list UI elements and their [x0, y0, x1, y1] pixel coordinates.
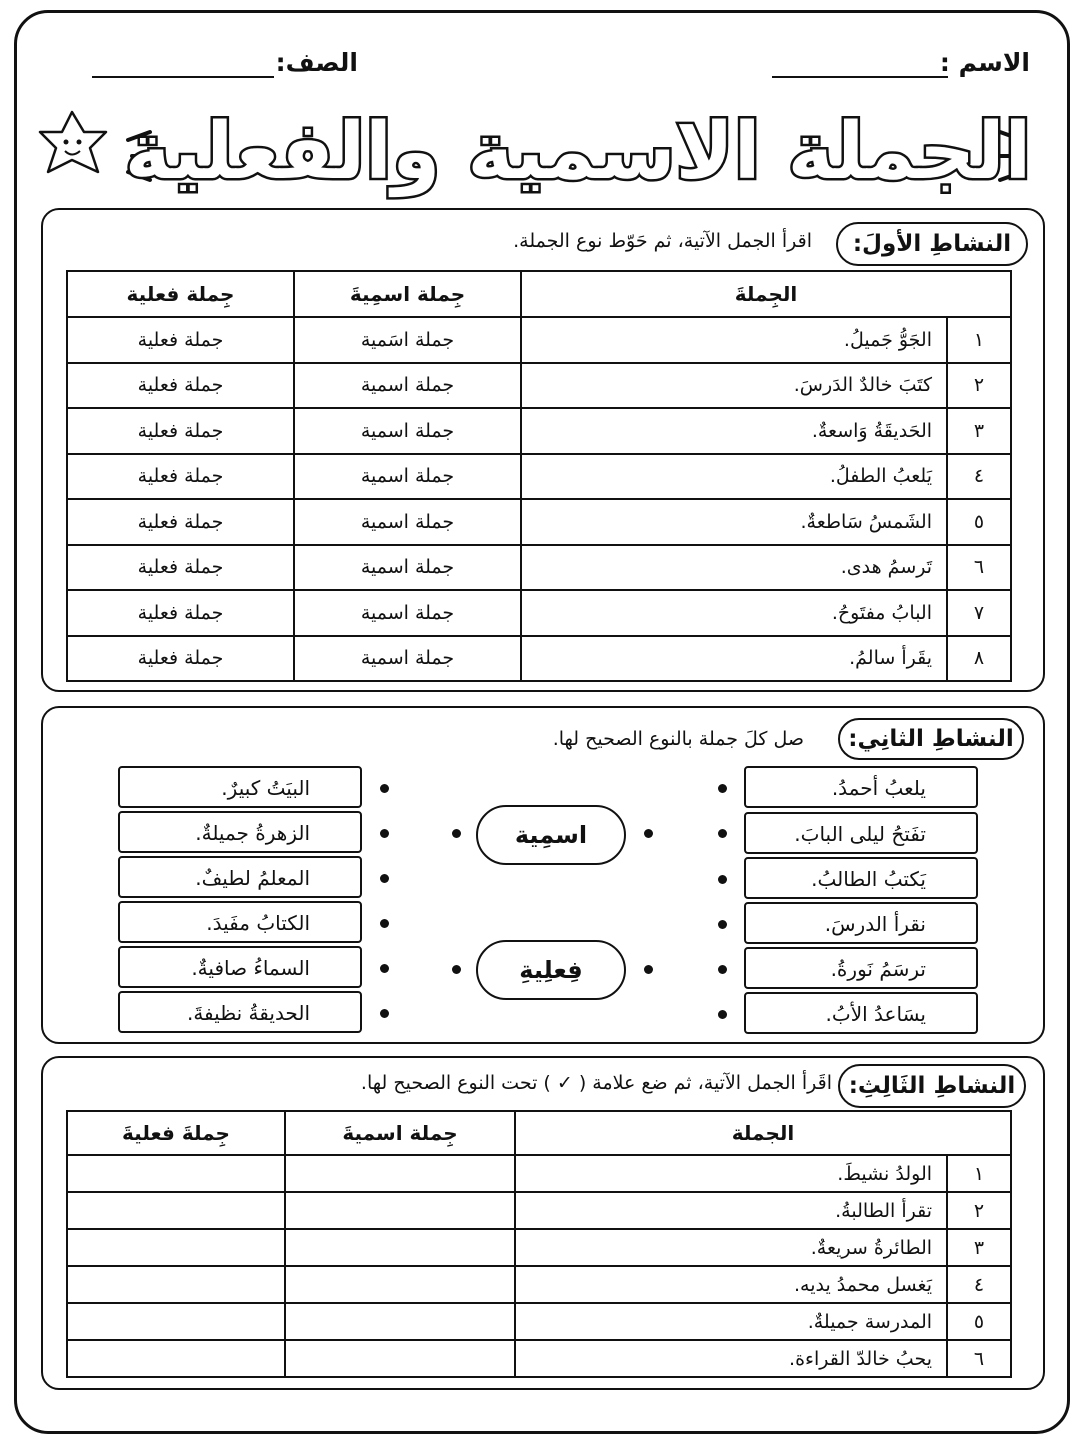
type-dot-right[interactable] — [644, 829, 653, 838]
verbal-check-cell[interactable] — [67, 1229, 285, 1266]
sentence-cell: الولدُ نشيطَ. — [515, 1155, 947, 1192]
verbal-check-cell[interactable] — [67, 1192, 285, 1229]
verbal-check-cell[interactable] — [67, 1266, 285, 1303]
verbal-check-cell[interactable] — [67, 1155, 285, 1192]
row-number: ١ — [947, 317, 1011, 363]
table-row — [67, 1303, 1011, 1340]
row-number: ٥ — [947, 1303, 1011, 1340]
sentence-cell: البابُ مفتَوحُ. — [521, 590, 947, 636]
verbal-option[interactable]: جملة فعلية — [67, 454, 294, 500]
activity3-instruction: اقَرأ الجمل الآتية، ثم ضع علامة ( ✓ ) تحت النوع الصحيح لها. — [360, 1072, 832, 1094]
activity3-col-verbal: جِملةَ فعليةَ — [67, 1111, 285, 1155]
left-sentence-box[interactable]: البيَتُ كبيرٌ. — [118, 766, 362, 808]
row-number: ٤ — [947, 454, 1011, 500]
row-number: ٦ — [947, 545, 1011, 591]
title-banner — [0, 0, 1086, 205]
table-row — [67, 1192, 1011, 1229]
verbal-option[interactable]: جملة فعلية — [67, 363, 294, 409]
activity1-col-nominal: جِملة اسمِيةَ — [294, 271, 521, 317]
row-number: ١ — [947, 1155, 1011, 1192]
nominal-option[interactable]: جملة اسمية — [294, 454, 521, 500]
activity1-col-sentence: الجِملةَ — [521, 271, 1011, 317]
activity2-heading: النشاطِ الثانِي: — [838, 718, 1024, 760]
row-number: ٨ — [947, 636, 1011, 682]
row-number: ٦ — [947, 1340, 1011, 1377]
table-row — [67, 499, 1011, 545]
match-dot[interactable] — [380, 964, 389, 973]
activity3-heading: النشاطِ الثَالِثِ: — [838, 1064, 1026, 1108]
match-dot[interactable] — [380, 784, 389, 793]
page-title: الجملة الاسمية والفعلية — [124, 107, 1032, 197]
table-row — [67, 636, 1011, 682]
nominal-check-cell[interactable] — [285, 1192, 515, 1229]
sentence-cell: الحَديقَةُ وَاسعةٌ. — [521, 408, 947, 454]
sentence-cell: المدرسة جميلةٌ. — [515, 1303, 947, 1340]
verbal-option[interactable]: جملة فعلية — [67, 499, 294, 545]
sentence-cell: تقرأ الطالبةُ. — [515, 1192, 947, 1229]
activity1-table — [66, 270, 1012, 682]
table-row — [67, 1229, 1011, 1266]
class-label: الصف: — [275, 48, 358, 77]
left-sentence-box[interactable]: المعلمُ لطيفٌ. — [118, 856, 362, 898]
sentence-cell: كتَبَ خالدٌ الدَرسَ. — [521, 363, 947, 409]
type-dot-left[interactable] — [452, 965, 461, 974]
table-row — [67, 1155, 1011, 1192]
right-sentence-box[interactable]: يَكتبُ الطالبُ. — [744, 857, 978, 899]
nominal-option[interactable]: جملة اسمية — [294, 499, 521, 545]
verbal-check-cell[interactable] — [67, 1340, 285, 1377]
left-sentence-box[interactable]: الكتابُ مفَيدَ. — [118, 901, 362, 943]
verbal-check-cell[interactable] — [67, 1303, 285, 1340]
nominal-check-cell[interactable] — [285, 1229, 515, 1266]
nominal-option[interactable]: جملة اسمية — [294, 363, 521, 409]
activity1-instruction: اقرأ الجمل الآتية، ثم حَوّط نوع الجملة. — [513, 230, 812, 252]
right-sentence-box[interactable]: ترسَمُ نَورةُ. — [744, 947, 978, 989]
sentence-cell: يَغسل محمدُ يديه. — [515, 1266, 947, 1303]
table-row — [67, 1266, 1011, 1303]
right-sentence-box[interactable]: يلعبُ أحمدُ. — [744, 766, 978, 808]
sentence-cell: يقَرأ سالمُ. — [521, 636, 947, 682]
nominal-option[interactable]: جملة اسمية — [294, 408, 521, 454]
nominal-option[interactable]: جملة اسمية — [294, 636, 521, 682]
type-verbal-cloud[interactable]: فِعلِيةِ — [476, 940, 626, 1000]
name-label: الاسم : — [939, 48, 1030, 77]
verbal-option[interactable]: جملة فعلية — [67, 545, 294, 591]
match-dot[interactable] — [380, 874, 389, 883]
row-number: ٢ — [947, 1192, 1011, 1229]
nominal-check-cell[interactable] — [285, 1340, 515, 1377]
nominal-check-cell[interactable] — [285, 1303, 515, 1340]
sentence-cell: الطائرةُ سريعةٌ. — [515, 1229, 947, 1266]
star-icon — [40, 112, 106, 172]
type-nominal-cloud[interactable]: اسمِية — [476, 805, 626, 865]
activity3-col-nominal: جِملة اسميةَ — [285, 1111, 515, 1155]
verbal-option[interactable]: جملة فعلية — [67, 636, 294, 682]
activity1-heading: النشاطِ الأولَ: — [836, 222, 1028, 266]
activity1-col-verbal: جِملة فعلية — [67, 271, 294, 317]
activity3-table — [66, 1110, 1012, 1378]
match-dot[interactable] — [380, 829, 389, 838]
match-dot[interactable] — [718, 965, 727, 974]
sentence-cell: الشَمسُ سَاطعةٌ. — [521, 499, 947, 545]
table-row — [67, 545, 1011, 591]
table-row — [67, 363, 1011, 409]
activity2-instruction: صل كلَ جملة بالنوع الصحيح لها. — [552, 728, 804, 750]
row-number: ٢ — [947, 363, 1011, 409]
verbal-option[interactable]: جملة فعلية — [67, 317, 294, 363]
row-number: ٣ — [947, 408, 1011, 454]
nominal-check-cell[interactable] — [285, 1266, 515, 1303]
match-dot[interactable] — [718, 875, 727, 884]
match-dot[interactable] — [380, 919, 389, 928]
type-dot-left[interactable] — [452, 829, 461, 838]
activity3-col-sentence: الجملة — [515, 1111, 1011, 1155]
match-dot[interactable] — [718, 829, 727, 838]
row-number: ٥ — [947, 499, 1011, 545]
table-row — [67, 1340, 1011, 1377]
table-row — [67, 408, 1011, 454]
match-dot[interactable] — [380, 1009, 389, 1018]
sentence-cell: يحبُ خالدّ القراءة. — [515, 1340, 947, 1377]
verbal-option[interactable]: جملة فعلية — [67, 408, 294, 454]
match-dot[interactable] — [718, 784, 727, 793]
right-sentence-box[interactable]: تفَتحُ ليلى البابَ. — [744, 812, 978, 854]
left-sentence-box[interactable]: الحديقةُ نظيفةَ. — [118, 991, 362, 1033]
verbal-option[interactable]: جملة فعلية — [67, 590, 294, 636]
sentence-cell: الجَوُّ جَميلُ. — [521, 317, 947, 363]
table-row — [67, 317, 1011, 363]
right-sentence-box[interactable]: نقرأ الدرسَ. — [744, 902, 978, 944]
nominal-check-cell[interactable] — [285, 1155, 515, 1192]
nominal-option[interactable]: جملة اسَمية — [294, 317, 521, 363]
match-dot[interactable] — [718, 1010, 727, 1019]
row-number: ٣ — [947, 1229, 1011, 1266]
sentence-cell: يَلعبُ الطفلُ. — [521, 454, 947, 500]
row-number: ٧ — [947, 590, 1011, 636]
left-sentence-box[interactable]: السماءُ صافيةٌ. — [118, 946, 362, 988]
match-dot[interactable] — [718, 920, 727, 929]
table-row — [67, 590, 1011, 636]
row-number: ٤ — [947, 1266, 1011, 1303]
nominal-option[interactable]: جملة اسمية — [294, 590, 521, 636]
sentence-cell: تَرسمُ هدى. — [521, 545, 947, 591]
nominal-option[interactable]: جملة اسمية — [294, 545, 521, 591]
table-row — [67, 454, 1011, 500]
left-sentence-box[interactable]: الزهرةُ جميلةٌ. — [118, 811, 362, 853]
right-sentence-box[interactable]: يسَاعدُ الأبُ. — [744, 992, 978, 1034]
type-dot-right[interactable] — [644, 965, 653, 974]
